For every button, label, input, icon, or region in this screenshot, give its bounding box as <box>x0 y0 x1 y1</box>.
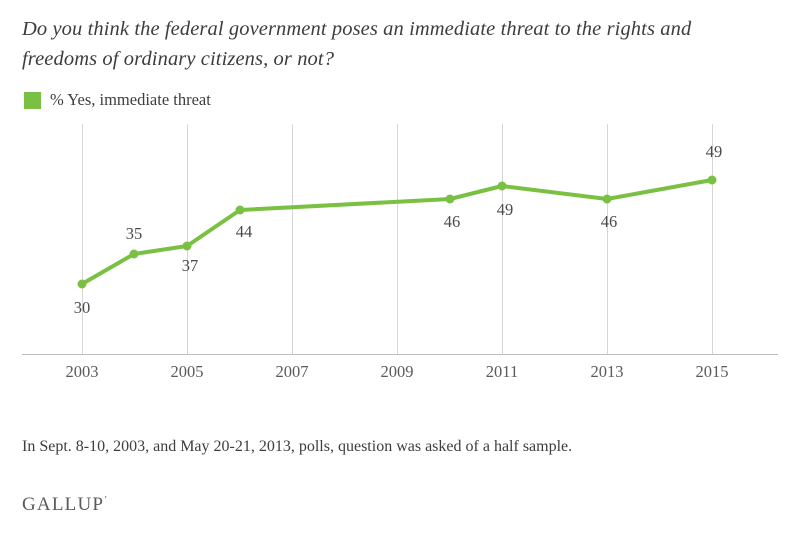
data-point <box>446 195 455 204</box>
x-axis-labels <box>22 362 778 388</box>
data-point <box>603 195 612 204</box>
x-axis-tick: 2007 <box>275 362 309 381</box>
data-point <box>498 182 507 191</box>
x-axis-line <box>22 354 778 355</box>
plot-region <box>22 124 778 354</box>
chart-legend <box>24 90 778 110</box>
data-point <box>708 176 717 185</box>
x-axis-tick: 2015 <box>695 362 729 381</box>
data-point <box>183 242 192 251</box>
data-label: 46 <box>600 212 618 231</box>
page-title: Do you think the federal government poses an immediate threat to the rights and freedoms of ordinary citizens, or not? <box>22 18 692 70</box>
data-label: 44 <box>235 222 253 241</box>
data-label: 30 <box>73 298 91 317</box>
x-axis-tick: 2005 <box>170 362 204 381</box>
data-label: 49 <box>705 142 723 161</box>
gallup-logo-text: GALLUP <box>22 494 105 515</box>
data-label: 49 <box>496 200 514 219</box>
x-axis-tick: 2009 <box>380 362 414 381</box>
x-axis-tick: 2013 <box>590 362 624 381</box>
gallup-logo <box>22 494 108 516</box>
legend-label: % Yes, immediate threat <box>50 90 211 109</box>
chart-area <box>22 124 778 384</box>
x-axis-tick: 2003 <box>65 362 99 381</box>
data-point <box>78 280 87 289</box>
gallup-logo-mark: ’ <box>104 494 109 505</box>
data-point <box>130 250 139 259</box>
legend-swatch-icon <box>24 92 41 109</box>
x-axis-tick: 2011 <box>485 362 519 381</box>
data-point <box>236 206 245 215</box>
data-label: 37 <box>181 256 199 275</box>
data-label: 46 <box>443 212 461 231</box>
data-label: 35 <box>125 224 143 243</box>
footnote: In Sept. 8-10, 2003, and May 20-21, 2013, polls, question was asked of a half sample. <box>22 438 573 455</box>
